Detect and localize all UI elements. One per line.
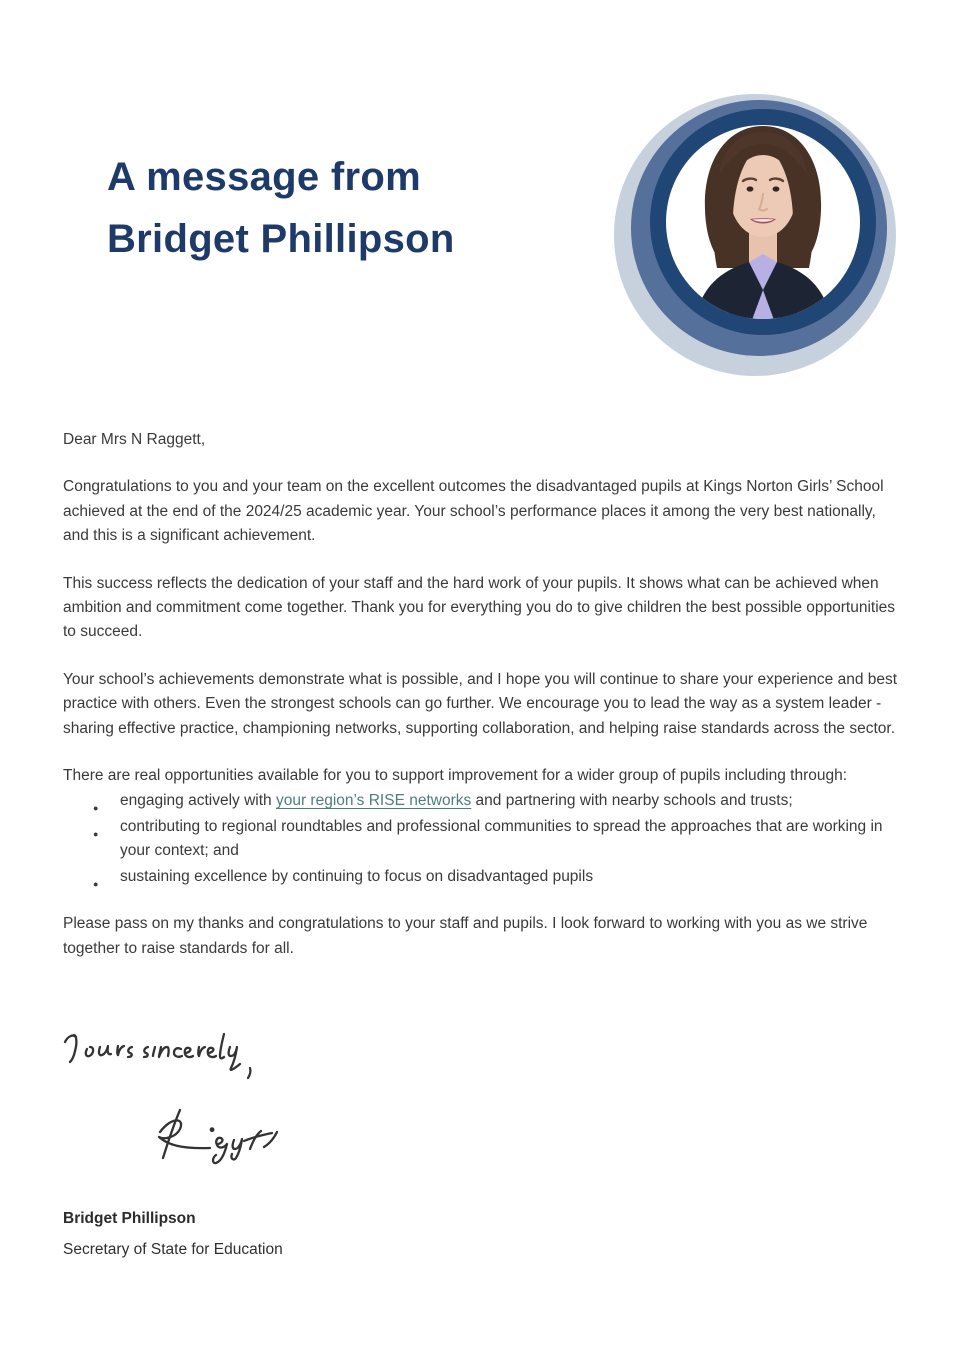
opportunities-intro: There are real opportunities available for you to support improvement for a wider group of pupils including through:: [63, 767, 848, 785]
signoff-block: [63, 1210, 283, 1259]
page-title: [107, 146, 455, 270]
bullet2-text: contributing to regional roundtables and professional communities to spread the approaches that are working in your context; and: [120, 817, 883, 860]
bullet1-pre: engaging actively with: [120, 792, 276, 810]
letter-paragraph: Congratulations to you and your team on the excellent outcomes the disadvantaged pupils at Kings Norton Girls’ School achieved at the end of the 2024/25 academic year. Your school’s performance places it among the very best nationally, and this is a significant achievement.: [63, 478, 884, 545]
bullet-icon: ●: [93, 803, 99, 814]
valediction-handwriting: [60, 1024, 275, 1080]
closing-paragraph: Please pass on my thanks and congratulations to your staff and pupils. I look forward to working with you as we strive together to raise standards for all.: [63, 915, 868, 957]
portrait-photo: [613, 78, 905, 380]
rise-networks-link[interactable]: your region’s RISE networks: [275, 792, 472, 810]
bullet-icon: ●: [93, 828, 99, 839]
page-title-line2: Bridget Phillipson: [107, 217, 455, 261]
salutation: Dear Mrs N Raggett,: [63, 431, 206, 448]
bullet1-post: and partnering with nearby schools and trusts;: [471, 792, 793, 810]
bullet3-text: sustaining excellence by continuing to focus on disadvantaged pupils: [120, 867, 594, 885]
sender-name: Bridget Phillipson: [63, 1210, 196, 1227]
portrait-photo-graphic: [613, 78, 905, 380]
letter-paragraph: Your school’s achievements demonstrate what is possible, and I hope you will continue to share your experience and best practice with others. Even the strongest schools can go further. We encourage you to lead the way as a system leader - sharing effective practice, championing networks, supporting collaboration, and helping raise standards across the sector.: [63, 670, 898, 737]
sender-role: Secretary of State for Education: [63, 1241, 283, 1258]
letter-body: [63, 428, 903, 984]
list-item: [63, 789, 903, 813]
list-item: [63, 815, 903, 864]
letter-paragraph: This success reflects the dedication of your staff and the hard work of your pupils. It shows what can be achieved when ambition and commitment come together. Thank you for everything you do to give children the best possible opportunities to succeed.: [63, 574, 896, 641]
page-title-line1: A message from: [107, 155, 421, 199]
bullet-icon: ●: [93, 878, 99, 889]
signature-handwriting: [146, 1102, 311, 1168]
list-item: [63, 865, 903, 889]
opportunities-list: [63, 789, 903, 889]
